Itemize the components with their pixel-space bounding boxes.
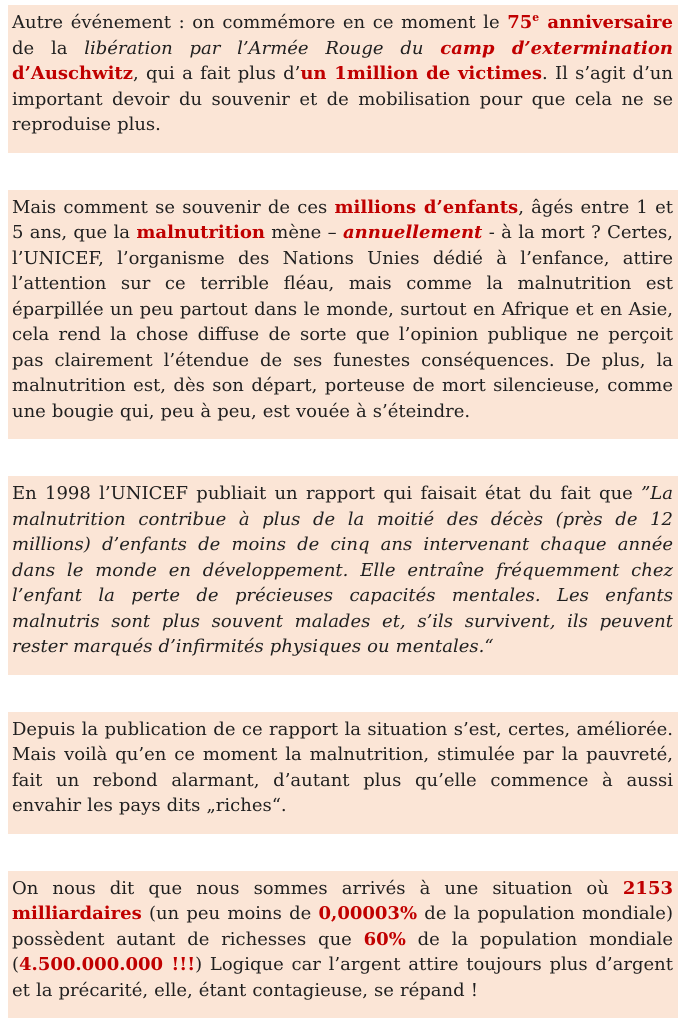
- text-run: En 1998 l’UNICEF publiait un rapport qui faisait état du fait que: [12, 483, 642, 504]
- text-run: On nous dit que nous sommes arrivés à une situation où: [12, 877, 623, 899]
- text-run: anniversaire: [539, 12, 673, 33]
- paragraph-situation-amelioree: [8, 712, 678, 834]
- paragraph-milliardaires-richesses: [8, 871, 678, 1019]
- text-run: - à la mort ? Certes, l’UNICEF, l’organisme des Nations Unies dédié à l’enfance, attire l’attention sur ce terrible fléau, mais comme la malnutrition est éparpillée un peu partout dans le monde, surtout en Afrique et en Asie, cela rend la chose diffuse de sorte que l’opinion publique ne perçoit pas clairement l’étendue de ses funestes conséquences. De plus, la malnutrition est, dès son départ, porteuse de mort silencieuse, comme une bougie qui, peu à peu, est vouée à s’éteindre.: [12, 222, 673, 422]
- text-run: Depuis la publication de ce rapport la situation s’est, certes, améliorée. Mais voilà qu’en ce moment la malnutrition, stimulée par la pauvreté, fait un rebond alarmant, d’autant plus qu’elle commence à aussi envahir les pays dits „riches“.: [12, 718, 673, 816]
- text-run: annuellement: [342, 222, 483, 243]
- text-run: , âgés entre 1 et 5 ans, que la: [12, 196, 673, 243]
- text-run: (un peu moins de: [141, 903, 319, 924]
- text-run: de la population mondiale (: [12, 928, 673, 975]
- text-run: millions d’enfants: [334, 196, 519, 218]
- text-run: ”La malnutrition contribue à plus de la moitié des décès (près de 12 millions) d’enfants de moins de cinq ans intervenant chaque année dans le monde en développement. Elle entraîne fréquemment chez l’enfant la perte de précieuses capacités mentales. Les enfants malnutris sont plus souvent malades et, s’ils survivent, ils peuvent rester marqués d’infirmités physiques ou mentales.“: [12, 483, 673, 657]
- text-run: de la population mondiale) possèdent autant de richesses que: [12, 903, 673, 950]
- text-run: camp d’extermination: [440, 37, 673, 59]
- text-run: Mais comment se souvenir de ces: [12, 196, 335, 218]
- text-run: 4.500.000.000 !!!: [19, 954, 196, 975]
- text-run: 60%: [363, 928, 406, 950]
- paragraph-anniversaire-auschwitz: [8, 5, 678, 153]
- text-run: , qui a fait plus d’: [132, 63, 301, 84]
- text-run: 75: [507, 12, 533, 33]
- text-run: libération par l’Armée Rouge du: [84, 37, 441, 59]
- text-run: . Il s’agit d’un important devoir du souvenir et de mobilisation pour que cela ne se reproduise plus.: [12, 63, 673, 135]
- text-run: mène –: [264, 222, 343, 243]
- text-run: ) Logique car l’argent attire toujours plus d’argent et la précarité, elle, étant contagieuse, se répand !: [12, 954, 673, 1001]
- text-run: Autre événement : on commémore en ce moment le: [12, 12, 508, 33]
- text-run: e: [532, 11, 540, 24]
- paragraph-enfants-malnutrition: [8, 190, 678, 440]
- text-run: 0,00003%: [318, 903, 418, 924]
- text-run: malnutrition: [136, 222, 265, 243]
- text-run: un 1million de victimes: [300, 63, 542, 84]
- text-run: d’Auschwitz: [12, 63, 133, 84]
- text-run: de la: [12, 37, 85, 59]
- paragraph-rapport-unicef-1998: [8, 476, 678, 675]
- text-run: 2153 milliardaires: [12, 877, 673, 924]
